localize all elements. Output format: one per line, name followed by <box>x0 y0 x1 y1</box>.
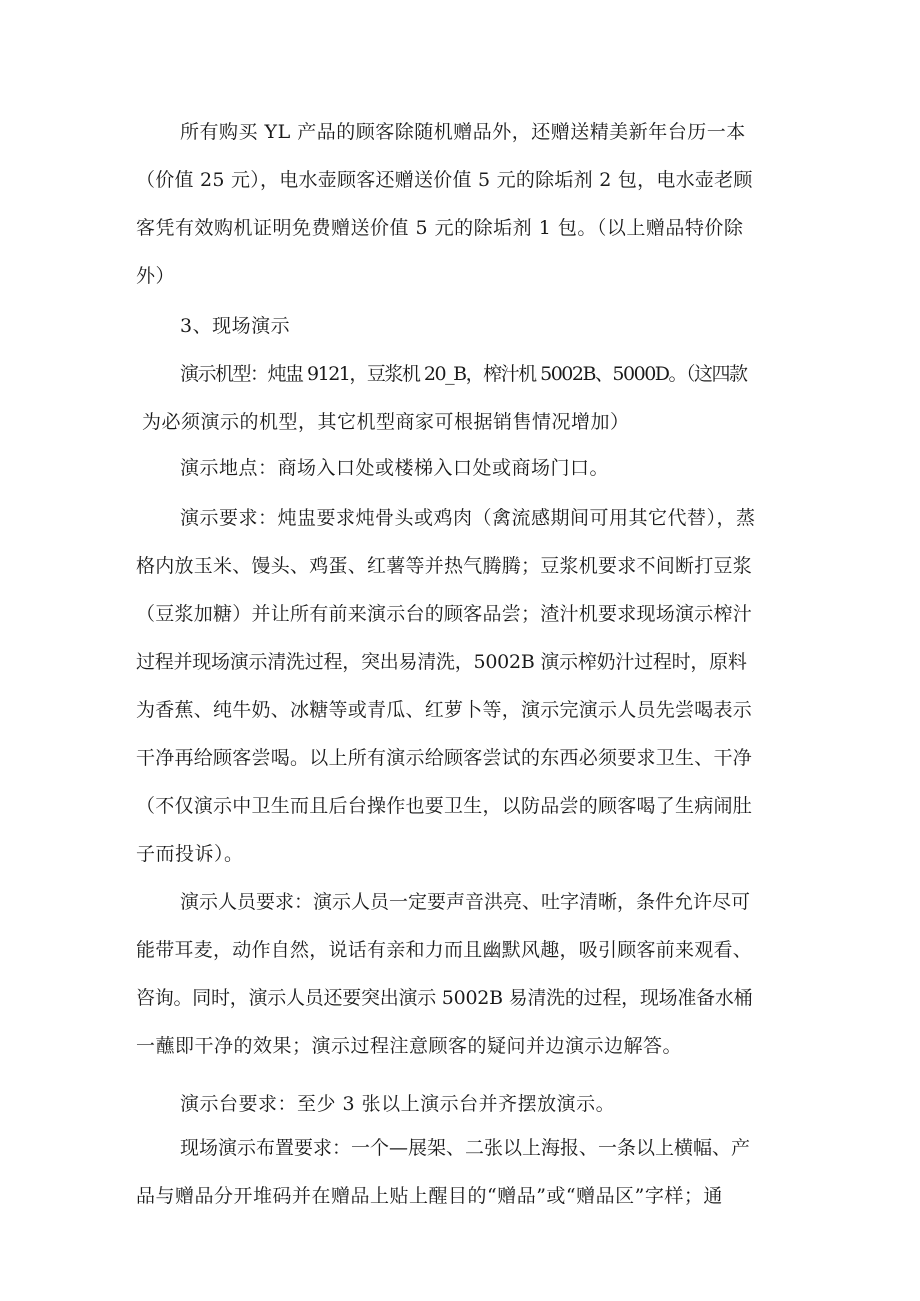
text-line: （不仅演示中卫生而且后台操作也要卫生，以防品尝的顾客喝了生病闹肚 <box>136 795 753 817</box>
text-line: 为香蕉、纯牛奶、冰糖等或青瓜、红萝卜等，演示完演示人员先尝喝表示 <box>136 699 753 721</box>
table-requirements-paragraph <box>136 1080 786 1128</box>
gift-policy-paragraph <box>136 108 786 300</box>
text-line: 演示人员要求：演示人员一定要声音洪亮、吐字清晰，条件允许尽可 <box>180 891 751 913</box>
text-line: 一蘸即干净的效果；演示过程注意顾客的疑问并边演示边解答。 <box>136 1035 683 1057</box>
text-line: 演示台要求：至少 3 张以上演示台并齐摆放演示。 <box>180 1093 616 1115</box>
text-line: 格内放玉米、馒头、鸡蛋、红薯等并热气腾腾；豆浆机要求不间断打豆浆 <box>136 555 753 577</box>
demo-requirements-paragraph <box>136 494 786 878</box>
text-line: 所有购买 YL 产品的顾客除随机赠品外，还赠送精美新年台历一本 <box>180 121 746 143</box>
text-line: 品与赠品分开堆码并在赠品上贴上醒目的“赠品”或“赠品区”字样；通 <box>136 1185 723 1207</box>
text-line: 演示机型：炖盅 9121，豆浆机 20_B，榨汁机 5002B、5000D。（这四款 <box>180 363 747 385</box>
text-line: （价值 25 元），电水壶顾客还赠送价值 5 元的除垢剂 2 包，电水壶老顾 <box>136 169 753 191</box>
text-line: （豆浆加糖）并让所有前来演示台的顾客品尝；渣汁机要求现场演示榨汁 <box>136 603 753 625</box>
layout-requirements-paragraph <box>136 1124 786 1220</box>
demo-models-paragraph <box>136 350 786 446</box>
text-line: 子而投诉）。 <box>136 843 244 865</box>
text-line: 过程并现场演示清洗过程，突出易清洗，5002B 演示榨奶汁过程时，原料 <box>136 651 747 673</box>
demo-location-paragraph <box>136 444 786 492</box>
section-title: 3、现场演示 <box>180 315 291 337</box>
section-heading <box>136 302 786 350</box>
staff-requirements-paragraph <box>136 878 786 1070</box>
text-line: 咨询。同时，演示人员还要突出演示 5002B 易清洗的过程，现场准备水桶 <box>136 987 753 1009</box>
text-line: 为必须演示的机型，其它机型商家可根据销售情况增加） <box>142 411 630 433</box>
text-line: 演示要求：炖盅要求炖骨头或鸡肉（禽流感期间可用其它代替），蒸 <box>180 507 756 529</box>
text-line: 现场演示布置要求：一个—展架、二张以上海报、一条以上横幅、产 <box>180 1137 751 1159</box>
text-line: 客凭有效购机证明免费赠送价值 5 元的除垢剂 1 包。（以上赠品特价除 <box>136 217 744 239</box>
text-line: 能带耳麦，动作自然，说话有亲和力而且幽默风趣，吸引顾客前来观看、 <box>136 939 753 961</box>
text-line: 外） <box>136 265 176 287</box>
text-line: 演示地点：商场入口处或楼梯入口处或商场门口。 <box>180 457 610 479</box>
text-line: 干净再给顾客尝喝。以上所有演示给顾客尝试的东西必须要求卫生、干净 <box>136 747 753 769</box>
